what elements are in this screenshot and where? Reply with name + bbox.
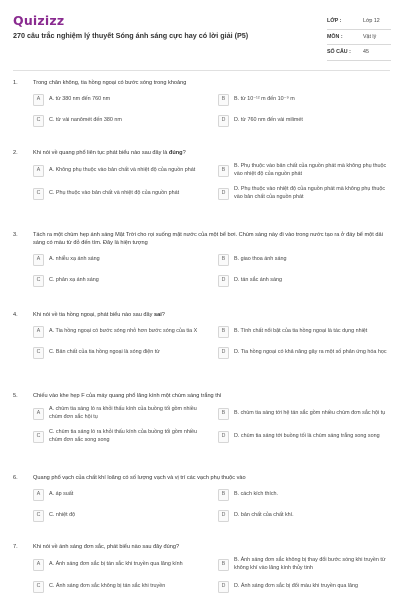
- question-5: [13, 392, 390, 444]
- option-letter: D: [218, 275, 229, 287]
- option-b[interactable]: [218, 325, 390, 339]
- option-text: A. Ánh sáng đơn sắc bị tán sắc khi truyền qua lăng kính: [49, 561, 183, 568]
- option-text: A. Không phụ thuộc vào bản chất và nhiệt độ của nguồn phát: [49, 167, 196, 174]
- option-letter: A: [33, 489, 44, 501]
- option-text: D. Ánh sáng đơn sắc bị đổi màu khi truyền qua lăng: [234, 582, 359, 589]
- option-d[interactable]: [218, 346, 390, 360]
- option-a[interactable]: [33, 557, 205, 573]
- question-number: 7.: [13, 544, 18, 550]
- option-text: A. áp suất: [49, 491, 74, 498]
- meta-row-class: [327, 14, 391, 30]
- option-letter: C: [33, 510, 44, 522]
- worksheet-title: 270 câu trắc nghiệm lý thuyết Sóng ánh sáng cực hay có lời giải (P5): [13, 31, 249, 40]
- question-stem: Khi nói về quang phổ liên tục phát biểu nào sau đây là: [33, 150, 168, 156]
- option-letter: A: [33, 326, 44, 338]
- option-text: B. Tính chất nổi bật của tia hồng ngoại là tác dụng nhiệt: [234, 328, 368, 335]
- option-letter: D: [218, 581, 229, 593]
- option-c[interactable]: [33, 346, 205, 360]
- meta-label: LỚP :: [327, 18, 342, 25]
- option-text: A. từ 380 nm đến 760 nm: [49, 96, 111, 103]
- worksheet-header: [0, 0, 400, 62]
- option-text: B. từ 10⁻¹² m đến 10⁻⁹ m: [234, 96, 295, 103]
- question-2: [13, 149, 390, 201]
- question-text: [33, 311, 390, 319]
- quizizz-logo: Quizizz: [13, 13, 65, 28]
- option-d[interactable]: [218, 186, 390, 202]
- option-letter: C: [33, 275, 44, 287]
- option-letter: D: [218, 431, 229, 443]
- question-text: Quang phổ vạch của chất khí loãng có số lượng vạch và vị trí các vạch phụ thuộc vào: [33, 475, 246, 481]
- option-letter: B: [218, 489, 229, 501]
- option-c[interactable]: [33, 274, 205, 288]
- question-tail: ?: [161, 312, 165, 318]
- option-letter: B: [218, 559, 229, 571]
- question-4: [13, 311, 390, 360]
- meta-row-subject: [327, 30, 391, 46]
- question-text: Trong chân không, tia hồng ngoại có bước sóng trong khoảng: [33, 80, 187, 86]
- option-letter: B: [218, 165, 229, 177]
- option-c[interactable]: [33, 509, 205, 523]
- option-c[interactable]: [33, 580, 205, 594]
- option-text: A. chùm tia sáng ló ra khỏi thấu kính của buồng tối gồm nhiều chùm đơn sắc hội tụ: [49, 406, 197, 420]
- meta-label: SỐ CÂU :: [327, 49, 351, 56]
- option-text: C. chùm tia sáng ló ra khỏi thấu kính của buồng tối gồm nhiều chùm đơn sắc song song: [49, 428, 198, 443]
- meta-row-count: [327, 45, 391, 61]
- option-letter: C: [33, 347, 44, 359]
- option-letter: A: [33, 165, 44, 177]
- option-text: D. Tia hồng ngoại có khả năng gây ra một số phản ứng hóa học: [234, 349, 387, 356]
- question-text: Tách ra một chùm hẹp ánh sáng Mặt Trời cho rọi xuống mặt nước của một bể bơi. Chùm sáng này đi vào trong nước tạo ra ở đáy bể một dải sáng có màu từ đỏ đến tím. Đây là hiện tượng: [33, 232, 383, 247]
- question-6: [13, 474, 390, 523]
- question-emphasis: đúng: [168, 150, 183, 156]
- question-number: 1.: [13, 80, 18, 86]
- option-letter: D: [218, 188, 229, 200]
- question-number: 3.: [13, 232, 18, 238]
- option-d[interactable]: [218, 580, 390, 594]
- option-a[interactable]: [33, 488, 205, 502]
- option-text: B. Phụ thuộc vào bản chất của nguồn phát mà không phụ thuộc vào nhiệt độ của nguồn phát: [234, 163, 387, 177]
- option-letter: A: [33, 254, 44, 266]
- option-a[interactable]: [33, 325, 205, 339]
- option-b[interactable]: [218, 406, 390, 422]
- option-letter: D: [218, 510, 229, 522]
- question-number: 5.: [13, 393, 18, 399]
- option-a[interactable]: [33, 406, 205, 422]
- option-text: D. chùm tia sáng tới buồng tối là chùm sáng trắng song song: [234, 432, 380, 439]
- question-3: [13, 231, 390, 288]
- worksheet-meta: [327, 14, 391, 61]
- question-stem: Khi nói về tia hồng ngoại, phát biểu nào sau đây: [33, 312, 153, 318]
- option-c[interactable]: [33, 429, 205, 445]
- option-letter: C: [33, 115, 44, 127]
- option-d[interactable]: [218, 274, 390, 288]
- option-letter: A: [33, 94, 44, 106]
- option-b[interactable]: [218, 253, 390, 267]
- option-text: C. Phụ thuộc vào bản chất và nhiệt độ của nguồn phát: [49, 189, 180, 196]
- question-tail: ?: [182, 150, 186, 156]
- option-b[interactable]: [218, 488, 390, 502]
- header-divider: [13, 70, 390, 71]
- option-text: C. nhiệt độ: [49, 512, 76, 519]
- option-text: B. cách kích thích.: [234, 491, 279, 498]
- option-b[interactable]: [218, 93, 390, 107]
- option-text: D. từ 760 nm đến vài milimét: [234, 117, 303, 124]
- option-letter: C: [33, 188, 44, 200]
- option-d[interactable]: [218, 114, 390, 128]
- question-text: [33, 149, 390, 157]
- option-text: C. Ánh sáng đơn sắc không bị tán sắc khi truyền: [49, 582, 166, 589]
- option-letter: C: [33, 431, 44, 443]
- option-a[interactable]: [33, 253, 205, 267]
- option-text: B. giao thoa ánh sáng: [234, 256, 287, 263]
- question-text: Khi nói về ánh sáng đơn sắc, phát biểu nào sau đây đúng?: [33, 544, 180, 550]
- question-number: 4.: [13, 312, 18, 318]
- option-c[interactable]: [33, 186, 205, 202]
- question-number: 6.: [13, 475, 18, 481]
- option-letter: B: [218, 254, 229, 266]
- option-letter: B: [218, 408, 229, 420]
- option-letter: D: [218, 115, 229, 127]
- option-a[interactable]: [33, 163, 205, 179]
- question-emphasis: sai: [154, 312, 162, 318]
- option-text: B. chùm tia sáng tới hệ tán sắc gồm nhiều chùm đơn sắc hội tụ: [234, 410, 386, 417]
- option-b[interactable]: [218, 557, 390, 573]
- option-text: A. Tia hồng ngoại có bước sóng nhỏ hơn bước sóng của tia X: [49, 328, 198, 335]
- meta-value: Lớp 12: [363, 18, 380, 25]
- meta-value: Vật lý: [363, 33, 377, 40]
- option-text: D. bản chất của chất khí.: [234, 512, 294, 519]
- question-number: 2.: [13, 150, 18, 156]
- option-letter: A: [33, 559, 44, 571]
- option-text: B. Ánh sáng đơn sắc không bị thay đổi bước sóng khi truyền từ không khí vào lăng kính thủy tinh: [234, 557, 386, 571]
- meta-label: MÔN :: [327, 33, 343, 40]
- option-c[interactable]: [33, 114, 205, 128]
- question-1: [13, 79, 390, 128]
- option-letter: C: [33, 581, 44, 593]
- option-letter: A: [33, 408, 44, 420]
- option-text: D. Phụ thuộc vào nhiệt độ của nguồn phát mà không phụ thuộc vào bản chất của nguồn phát: [234, 185, 386, 200]
- option-letter: B: [218, 94, 229, 106]
- option-text: D. tán sắc ánh sáng: [234, 277, 282, 284]
- option-b[interactable]: [218, 163, 390, 179]
- question-text: Chiếu vào khe hẹp F của máy quang phổ lăng kính một chùm sáng trắng thì: [33, 393, 222, 399]
- meta-value: 45: [363, 49, 369, 56]
- option-text: A. nhiễu xạ ánh sáng: [49, 256, 100, 263]
- question-7: [13, 543, 390, 594]
- option-text: C. Bản chất của tia hồng ngoại là sóng điện từ: [49, 349, 160, 356]
- option-text: C. từ vài nanômét đến 380 nm: [49, 117, 122, 124]
- option-letter: B: [218, 326, 229, 338]
- option-a[interactable]: [33, 93, 205, 107]
- option-d[interactable]: [218, 509, 390, 523]
- option-d[interactable]: [218, 429, 390, 445]
- option-text: C. phản xạ ánh sáng: [49, 277, 99, 284]
- option-letter: D: [218, 347, 229, 359]
